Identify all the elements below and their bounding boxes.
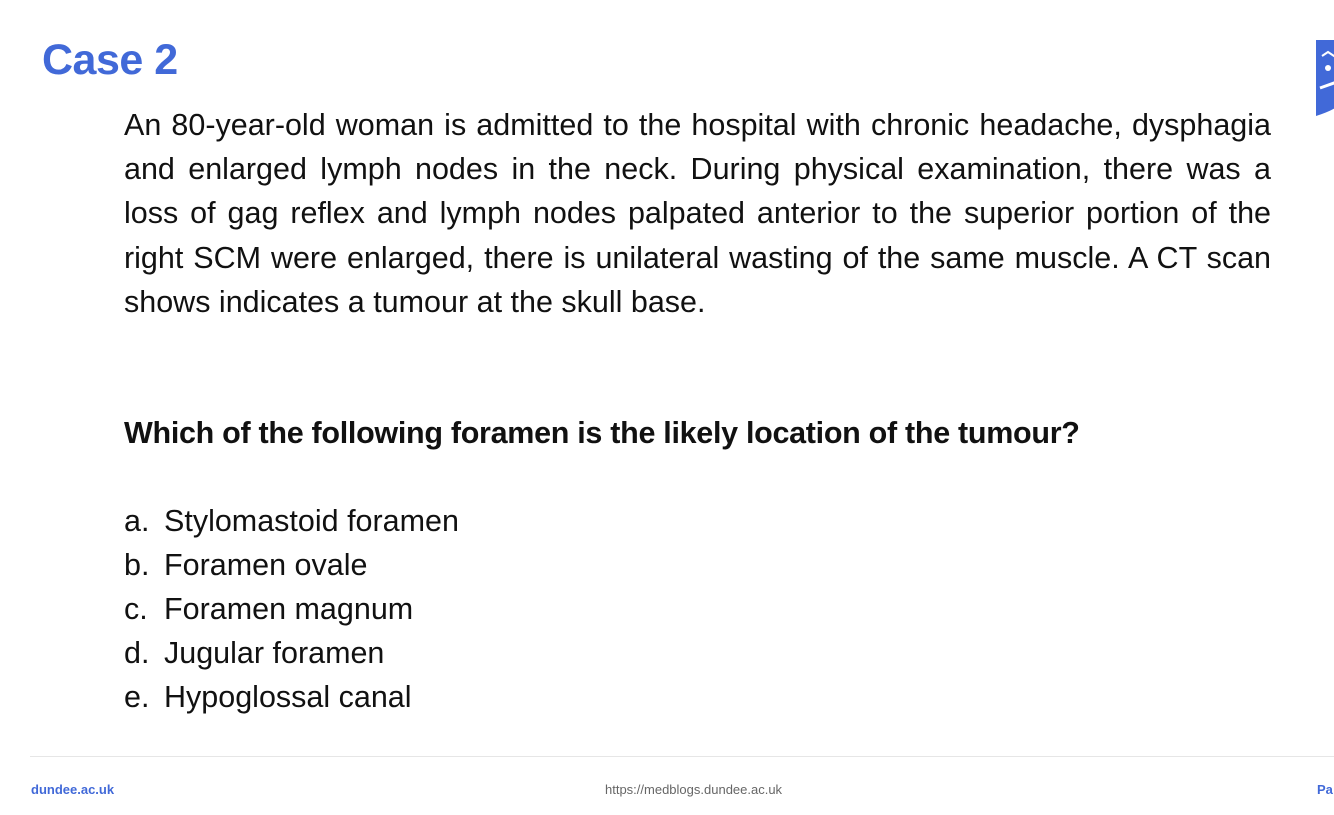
option-letter: b. [124, 548, 150, 582]
footer-blog-link[interactable]: https://medblogs.dundee.ac.uk [605, 782, 783, 797]
option-letter: d. [124, 636, 150, 670]
option-letter: e. [124, 680, 150, 714]
option-item-e [124, 675, 459, 719]
option-item-d [124, 631, 459, 675]
footer-site-link[interactable]: dundee.ac.uk [31, 782, 115, 797]
option-item-b [124, 543, 459, 587]
option-item-c [124, 587, 459, 631]
option-item-a [124, 499, 459, 543]
option-text: Foramen magnum [164, 592, 414, 626]
case-description: An 80-year-old woman is admitted to the hospital with chronic headache, dysphagia and enlarged lymph nodes in the neck. During physical examination, there was a loss of gag reflex and lymph nodes palpated anterior to the superior portion of the right SCM were enlarged, there is unilateral wasting of the same muscle. A CT scan shows indicates a tumour at the skull base. [124, 108, 1271, 319]
answer-options [124, 499, 459, 719]
question-text: Which of the following foramen is the likely location of the tumour? [124, 416, 1080, 450]
option-text: Jugular foramen [164, 636, 385, 670]
option-text: Foramen ovale [164, 548, 368, 582]
option-text: Hypoglossal canal [164, 680, 412, 714]
university-crest-icon [1314, 38, 1334, 118]
footer-page-label: Pa [1317, 782, 1333, 797]
slide-title: Case 2 [42, 36, 178, 84]
footer-divider [30, 756, 1334, 757]
option-text: Stylomastoid foramen [164, 504, 459, 538]
option-letter: a. [124, 504, 150, 538]
option-letter: c. [124, 592, 148, 626]
